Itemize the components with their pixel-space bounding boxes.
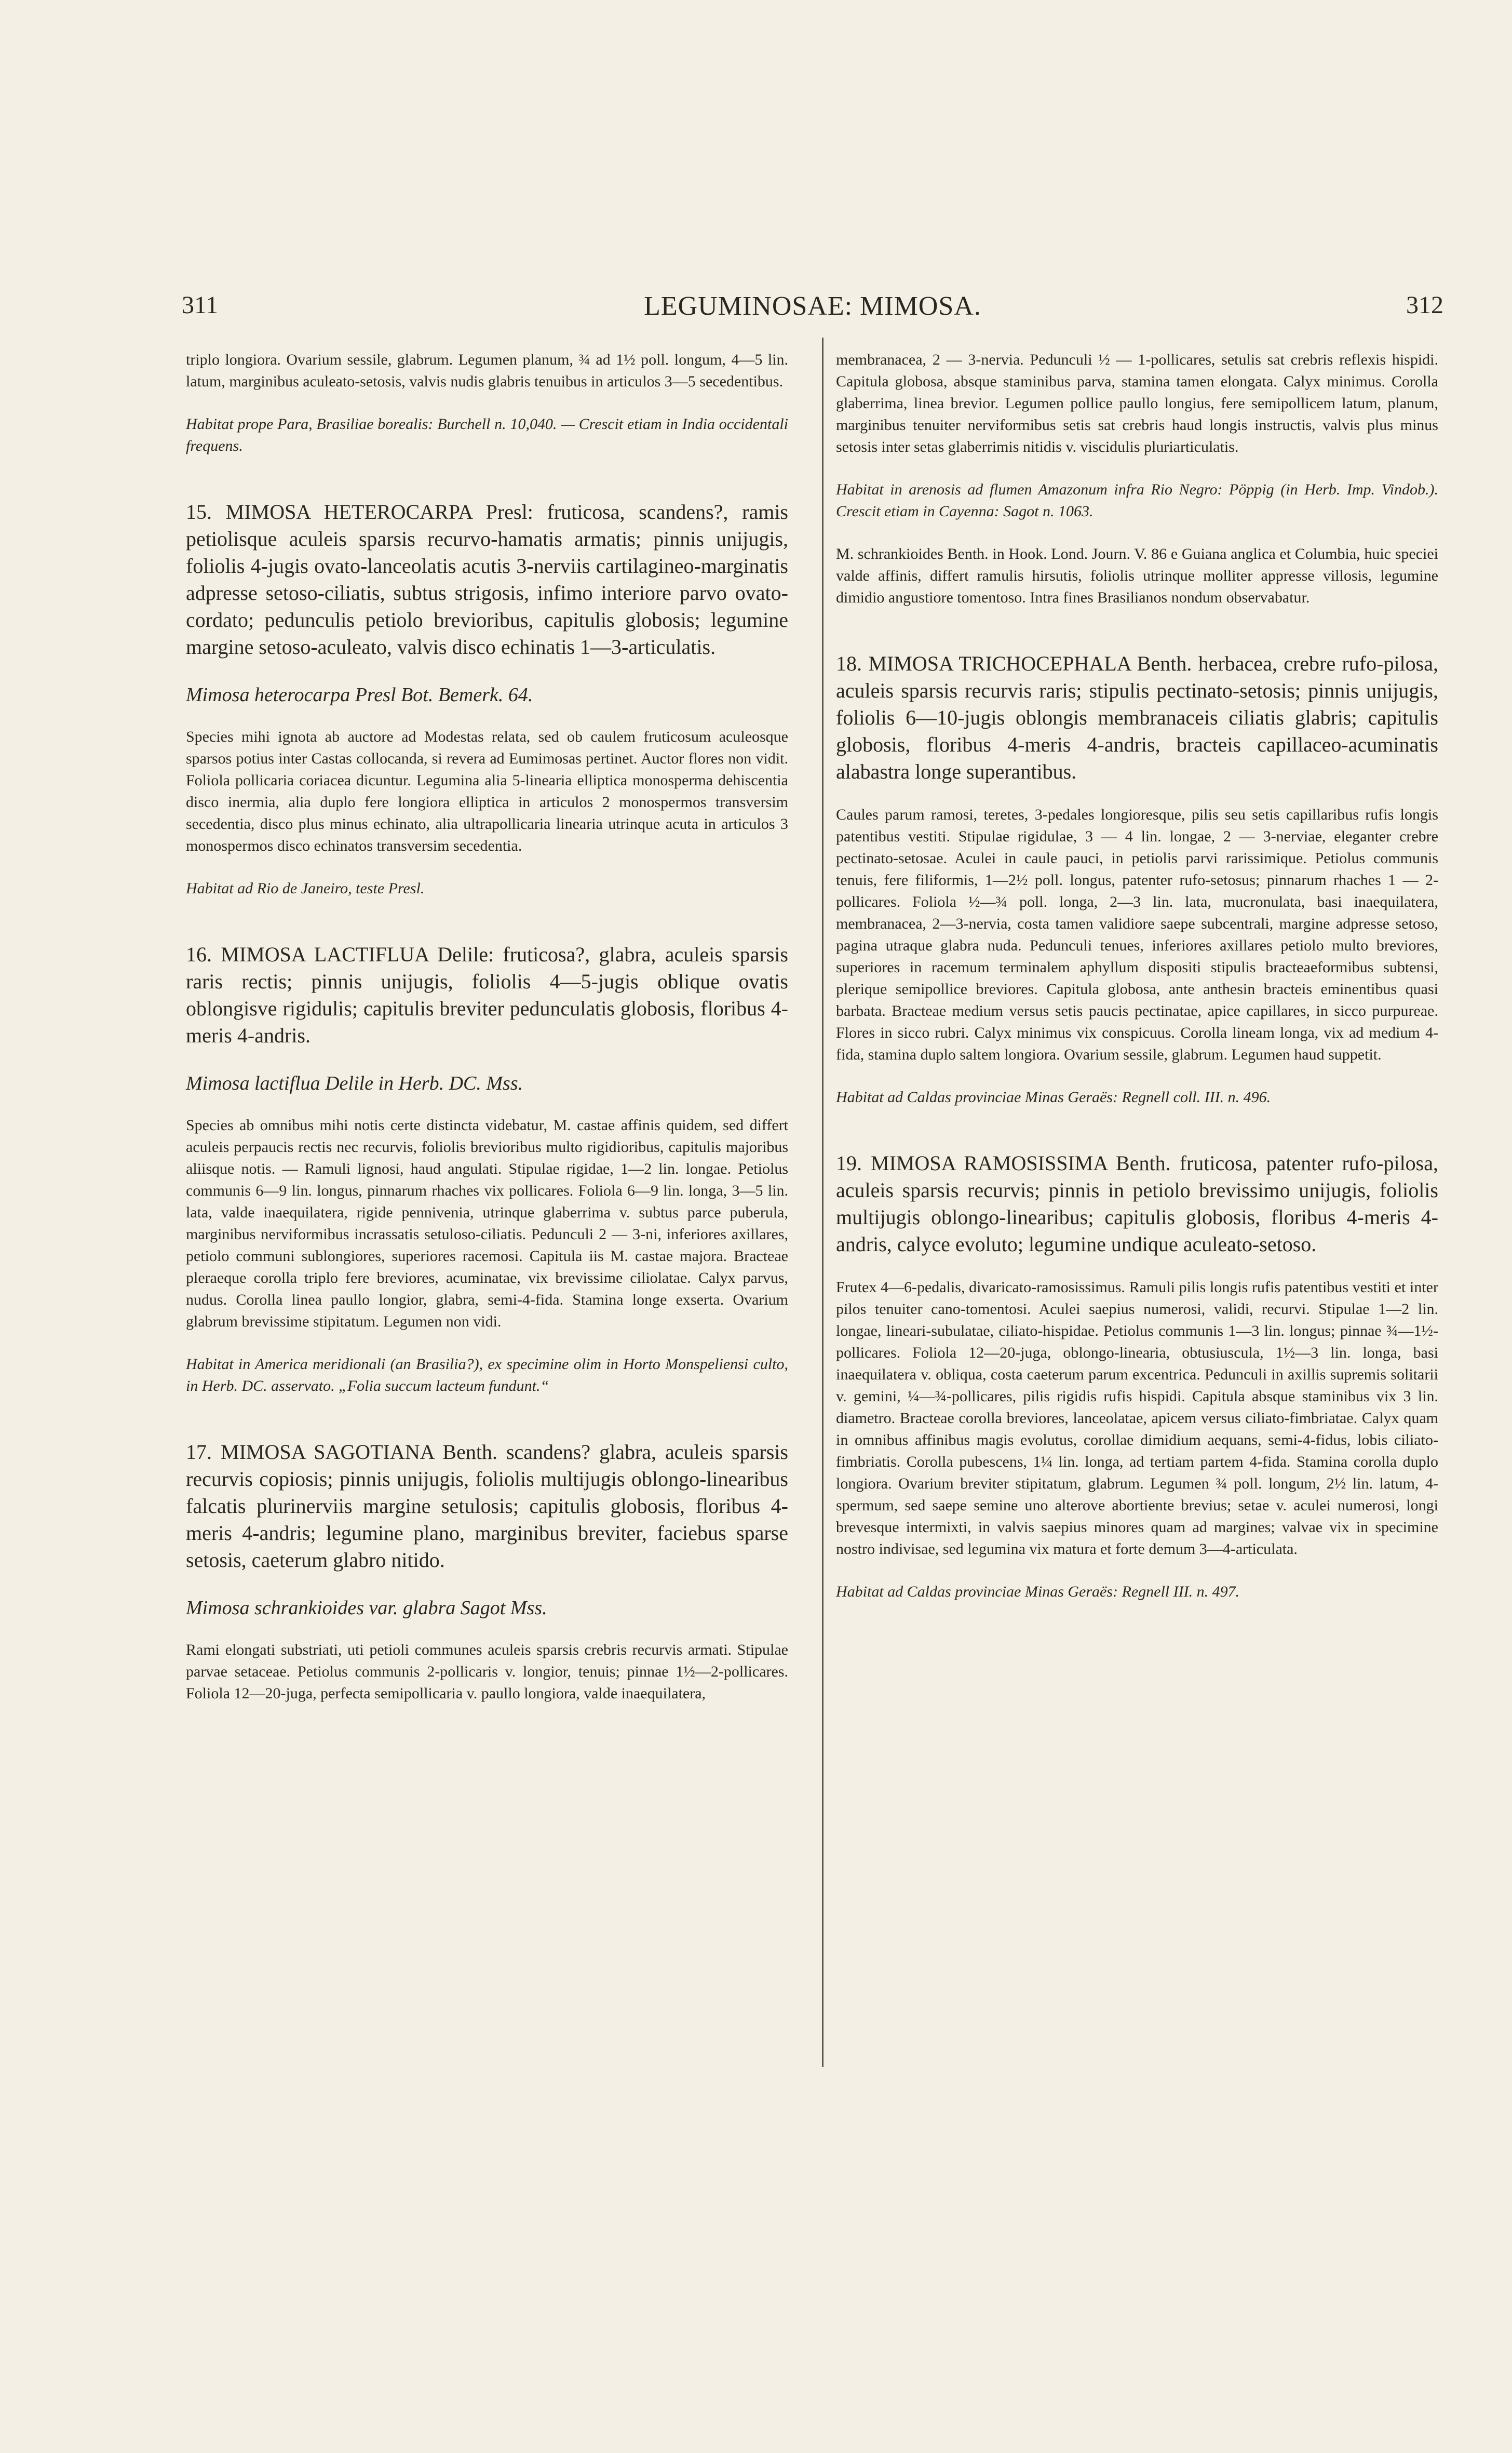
species-description: 15. MIMOSA HETEROCARPA Presl: fruticosa, scandens?, ramis petiolisque aculeis sparsis recurvo-hamatis armatis; pinnis unijugis, foliolis 4-jugis ovato-lanceolatis acutis 3-nerviis cartilagineo-marginatis adpresse setoso-ciliatis, subtus strigosis, infimo interiore parvo ovato-cordato; pedunculis petiolo brevioribus, capitulis globosis; legumine margine setoso-aculeato, valvis disco echinatis 1—3-articulatis. <box>186 500 788 659</box>
page-number-right: 312 <box>1406 291 1443 319</box>
synonym: Mimosa lactiflua Delile in Herb. DC. Mss. <box>186 1073 523 1094</box>
species-description: 19. MIMOSA RAMOSISSIMA Benth. fruticosa, patenter rufo-pilosa, aculeis sparsis recurvis; pinnis in petiolo brevissimo unijugis, foliolis multijugis oblongo-linearibus; capitulis globosis, floribus 4-meris 4-andris, calyce evoluto; legumine undique aculeato-setoso. <box>836 1151 1438 1256</box>
habitat-note: Habitat ad Rio de Janeiro, teste Presl. <box>186 880 425 897</box>
synonym: Mimosa heterocarpa Presl Bot. Bemerk. 64. <box>186 684 533 706</box>
species-description: 17. MIMOSA SAGOTIANA Benth. scandens? glabra, aculeis sparsis recurvis copiosis; pinnis unijugis, foliolis multijugis oblongo-linearibus falcatis plurinerviis margine setulosis; capitulis globosis, floribus 4-meris 4-andris; legumine plano, marginibus breviter, faciebus sparse setosis, caeterum glabro nitido. <box>186 1440 788 1572</box>
right-column <box>836 349 1438 1603</box>
paragraph: Species ab omnibus mihi notis certe distincta videbatur, M. castae affinis quidem, sed differt aculeis perpaucis rectis nec recurvis, foliolis brevioribus multo rigidioribus, capitulis majoribus aliisque notis. — Ramuli lignosi, haud angulati. Stipulae rigidae, 1—2 lin. longae. Petiolus communis 6—9 lin. longus, pinnarum rhaches vix pollicares. Foliola 6—9 lin. longa, 3—5 lin. lata, valde inaequilatera, rigide pennivenia, utrinque glaberrima v. subtus parce puberula, marginibus nerviformibus incrassatis setuloso-ciliatis. Pedunculi 2 — 3-ni, inferiores axillares, petiolo communi sublongiores, superiores racemosi. Capitula iis M. castae majora. Bracteae pleraeque corolla triplo fere breviores, acuminatae, vix brevissime ciliolatae. Calyx parvus, nudus. Corolla linea paullo longior, glabra, semi-4-fida. Stamina longe exserta. Ovarium glabrum brevissime stipitatum. Legumen non vidi. <box>186 1117 788 1330</box>
paragraph: Frutex 4—6-pedalis, divaricato-ramosissimus. Ramuli pilis longis rufis patentibus vestiti et inter pilos tenuiter cano-tomentosi. Aculei saepius numerosi, validi, recurvi. Stipulae 1—2 lin. longae, lineari-subulatae, ciliato-hispidae. Petiolus communis 1—3 lin. longus; pinnae ¾—1½-pollicares. Foliola 12—20-juga, oblongo-linearia, obtusiuscula, 1½—3 lin. longa, basi inaequilatera v. obliqua, costa caeterum parum excentrica. Pedunculi in axillis supremis solitarii v. gemini, ¼—¾-pollicares, pilis rigidis rufis hispidi. Capitula absque staminibus vix 3 lin. diametro. Bracteae corolla breviores, lanceolatae, apicem versus ciliato-fimbriatae. Calyx quam in omnibus affinibus magis evolutus, corollae dimidium aequans, semi-4-fidus, lobis ciliato-fimbriatis. Corolla pubescens, 1¼ lin. longa, ad tertiam partem 4-fida. Stamina corolla duplo longiora. Ovarium breviter stipitatum, glabrum. Legumen ¾ poll. longum, 2½ lin. latum, 4-spermum, sed saepe semine uno alterove abortiente brevius; setae v. aculei numerosi, longi brevesque intermixti, in valvis saepius minores quam ad margines; valvae vix in specimine nostro indivisae, sed legumina vix matura et forte demum 3—4-articulata. <box>836 1279 1438 1558</box>
species-description: 18. MIMOSA TRICHOCEPHALA Benth. herbacea, crebre rufo-pilosa, aculeis sparsis recurvis raris; stipulis pectinato-setosis; pinnis unijugis, foliolis 6—10-jugis oblongis membranaceis ciliatis glabris; capitulis globosis, floribus 4-meris 4-andris, bracteis capillaceo-acuminatis alabastra longe superantibus. <box>836 652 1438 783</box>
habitat-note: Habitat ad Caldas provinciae Minas Geraës: Regnell coll. III. n. 496. <box>836 1089 1271 1106</box>
synonym: Mimosa schrankioides var. glabra Sagot Mss. <box>186 1597 547 1619</box>
left-column <box>186 349 788 1705</box>
habitat-note: Habitat in arenosis ad flumen Amazonum infra Rio Negro: Pöppig (in Herb. Imp. Vindob.). Crescit etiam in Cayenna: Sagot n. 1063. <box>836 481 1438 520</box>
page-header <box>182 291 1443 332</box>
paragraph: Rami elongati substriati, uti petioli communes aculeis sparsis crebris recurvis armati. Stipulae parvae setaceae. Petiolus communis 2-pollicaris v. longior, tenuis; pinnae 1½—2-pollicares. Foliola 12—20-juga, perfecta semipollicaria v. paullo longiora, valde inaequilatera, <box>186 1641 788 1702</box>
paragraph: membranacea, 2 — 3-nervia. Pedunculi ½ — 1-pollicares, setulis sat crebris reflexis hispidi. Capitula globosa, absque staminibus parva, stamina tamen elongata. Calyx minimus. Corolla glaberrima, linea brevior. Legumen pollice paullo longius, fere semipollicem latum, planum, marginibus tenuiter nerviformibus setis sat crebris haud longis instructis, valvis plus minus setosis inter setas glaberrimis nitidis v. viscidulis pluriarticulatis. <box>836 351 1438 455</box>
paragraph: triplo longiora. Ovarium sessile, glabrum. Legumen planum, ¾ ad 1½ poll. longum, 4—5 lin. latum, marginibus aculeato-setosis, valvis nudis glabris tenuibus in articulos 3—5 secedentibus. <box>186 351 788 390</box>
habitat-note: Habitat prope Para, Brasiliae borealis: Burchell n. 10,040. — Crescit etiam in India occidentali frequens. <box>186 415 788 454</box>
running-title: LEGUMINOSAE: MIMOSA. <box>644 291 981 321</box>
column-divider <box>822 338 824 2067</box>
species-description: 16. MIMOSA LACTIFLUA Delile: fruticosa?, glabra, aculeis sparsis raris rectis; pinnis unijugis, foliolis 4—5-jugis oblique ovatis oblongisve rigidulis; capitulis breviter pedunculatis globosis, floribus 4-meris 4-andris. <box>186 943 788 1047</box>
note-paragraph: M. schrankioides Benth. in Hook. Lond. Journ. V. 86 e Guiana anglica et Columbia, huic speciei valde affinis, differt ramulis hirsutis, foliolis utrinque molliter appresse villosis, legumine dimidio angustiore tomentoso. Intra fines Brasilianos nondum observabatur. <box>836 545 1438 606</box>
paragraph: Species mihi ignota ab auctore ad Modestas relata, sed ob caulem fruticosum aculeosque sparsos potius inter Castas collocanda, si revera ad Eumimosas pertinet. Auctor flores non vidit. Foliola pollicaria coriacea dicuntur. Legumina alia 5-linearia elliptica monosperma dehiscentia disco inermia, alia duplo fere longiora elliptica in articulos 2 monospermos transversim secedentia, disco plus minus echinato, alia ultrapollicaria linearia utrinque acuta in articulos 3 monospermos disco echinatos transversim secedentia. <box>186 728 788 854</box>
habitat-note: Habitat ad Caldas provinciae Minas Geraës: Regnell III. n. 497. <box>836 1583 1240 1600</box>
habitat-note: Habitat in America meridionali (an Brasilia?), ex specimine olim in Horto Monspeliensi culto, in Herb. DC. asservato. „Folia succum lacteum fundunt.“ <box>186 1356 788 1395</box>
paragraph: Caules parum ramosi, teretes, 3-pedales longioresque, pilis seu setis capillaribus rufis longis patentibus vestiti. Stipulae rigidulae, 3 — 4 lin. longae, 2 — 3-nerviae, eleganter crebre pectinato-setosae. Aculei in caule pauci, in petiolis parvi rarissimique. Petiolus communis tenuis, fere filiformis, 1—2½ poll. longus, patenter rufo-setosus; pinnarum rhaches 1 — 2-pollicares. Foliola ½—¾ poll. longa, 2—3 lin. lata, mucronulata, basi inaequilatera, membranacea, 2—3-nervia, costa tamen validiore saepe subcentrali, margine adpresse setoso, pagina utraque glabra nuda. Pedunculi tenues, inferiores axillares petiolo multo breviores, superiores in racemum terminalem aphyllum dispositi stipulis bracteaeformibus subtensi, plerique semipollice breviores. Capitula globosa, ante anthesin bracteis eminentibus quasi barbata. Bracteae medium versus setis paucis pectinatae, apice capillares, in sicco purpureae. Flores in sicco rubri. Calyx minimus vix conspicuus. Corolla lineam longa, vix ad medium 4-fida, stamina duplo saltem longiora. Ovarium sessile, glabrum. Legumen haud suppetit. <box>836 806 1438 1063</box>
page-number-left: 311 <box>182 291 219 319</box>
